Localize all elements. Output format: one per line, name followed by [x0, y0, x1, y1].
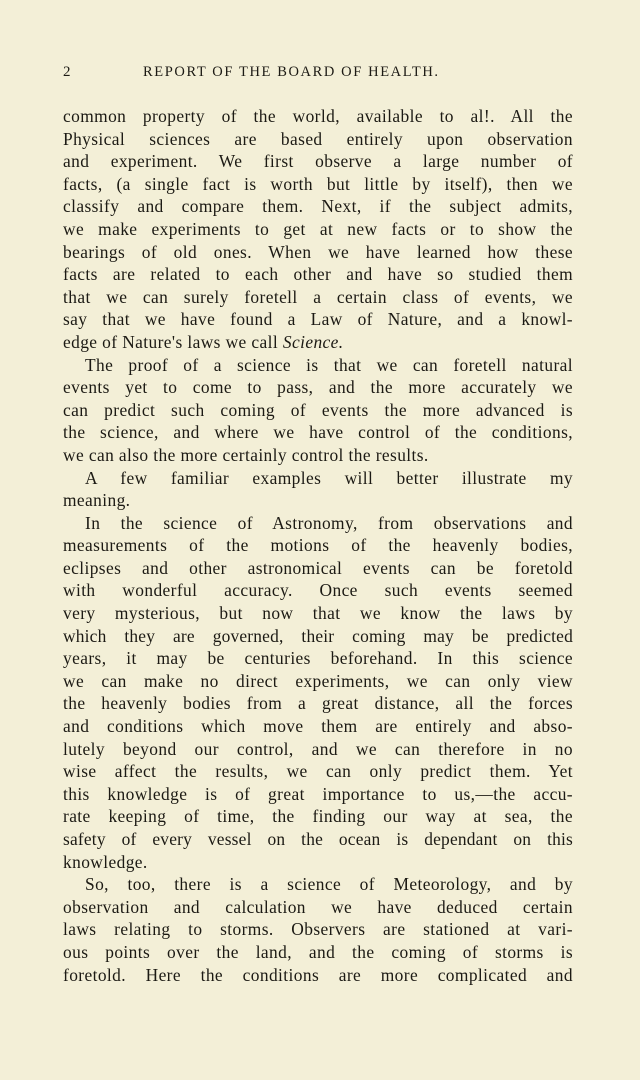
- body-text: [63, 105, 573, 986]
- text-line: facts, (a single fact is worth but little by itself), then we: [63, 173, 573, 194]
- text-line: years, it may be centuries beforehand. In this science: [63, 648, 573, 669]
- text-line: measurements of the motions of the heavenly bodies,: [63, 535, 573, 556]
- text-line: wise affect the results, we can only predict them. Yet: [63, 761, 573, 782]
- text-line: laws relating to storms. Observers are stationed at vari-: [63, 919, 573, 940]
- text-line: ous points over the land, and the coming of storms is: [63, 941, 573, 962]
- text-line: and conditions which move them are entirely and abso-: [63, 716, 573, 737]
- text-line: we can also the more certainly control the results.: [63, 444, 429, 465]
- paragraph-start-line: In the science of Astronomy, from observations and: [85, 512, 573, 533]
- text-line-science-content: edge of Nature's laws we call Science.: [63, 331, 344, 352]
- text-line: can predict such coming of events the more advanced is: [63, 399, 573, 420]
- paragraph-start-line: The proof of a science is that we can foretell natural: [85, 354, 573, 375]
- paragraph-start-line: A few familiar examples will better illustrate my: [85, 467, 573, 488]
- text-line: classify and compare them. Next, if the subject admits,: [63, 196, 573, 217]
- text-line: the heavenly bodies from a great distance, all the forces: [63, 693, 573, 714]
- text-line: facts are related to each other and have so studied them: [63, 264, 573, 285]
- text-line: we make experiments to get at new facts or to show the: [63, 218, 573, 239]
- science-italic-word: Science.: [282, 331, 344, 352]
- text-line: say that we have found a Law of Nature, and a knowl-: [63, 309, 573, 330]
- text-line: lutely beyond our control, and we can therefore in no: [63, 738, 573, 759]
- text-line: foretold. Here the conditions are more complicated and: [63, 964, 573, 985]
- text-line: this knowledge is of great importance to us,—the accu-: [63, 783, 573, 804]
- text-line: Physical sciences are based entirely upon observation: [63, 128, 573, 149]
- paragraph-start-line: So, too, there is a science of Meteorology, and by: [85, 874, 573, 895]
- text-line: we can make no direct experiments, we can only view: [63, 670, 573, 691]
- text-line: events yet to come to pass, and the more accurately we: [63, 377, 573, 398]
- text-line: rate keeping of time, the finding our way at sea, the: [63, 806, 573, 827]
- text-line: and experiment. We first observe a large number of: [63, 151, 573, 172]
- text-line: which they are governed, their coming may be predicted: [63, 625, 573, 646]
- text-line: very mysterious, but now that we know the laws by: [63, 603, 573, 624]
- text-line: with wonderful accuracy. Once such events seemed: [63, 580, 573, 601]
- text-line: common property of the world, available to al!. All the: [63, 106, 573, 126]
- text-line: bearings of old ones. When we have learned how these: [63, 241, 573, 262]
- text-line-science: [63, 331, 573, 354]
- text-line: meaning.: [63, 490, 131, 511]
- running-title: REPORT OF THE BOARD OF HEALTH.: [143, 64, 440, 80]
- text-line: observation and calculation we have deduced certain: [63, 896, 573, 917]
- text-line: the science, and where we have control of the conditions,: [63, 422, 573, 443]
- text-line: that we can surely foretell a certain class of events, we: [63, 286, 573, 307]
- text-line: knowledge.: [63, 851, 148, 872]
- page-number: 2: [63, 64, 71, 80]
- text-line: safety of every vessel on the ocean is dependant on this: [63, 829, 573, 849]
- running-head: [63, 64, 573, 86]
- text-line: eclipses and other astronomical events can be foretold: [63, 557, 573, 578]
